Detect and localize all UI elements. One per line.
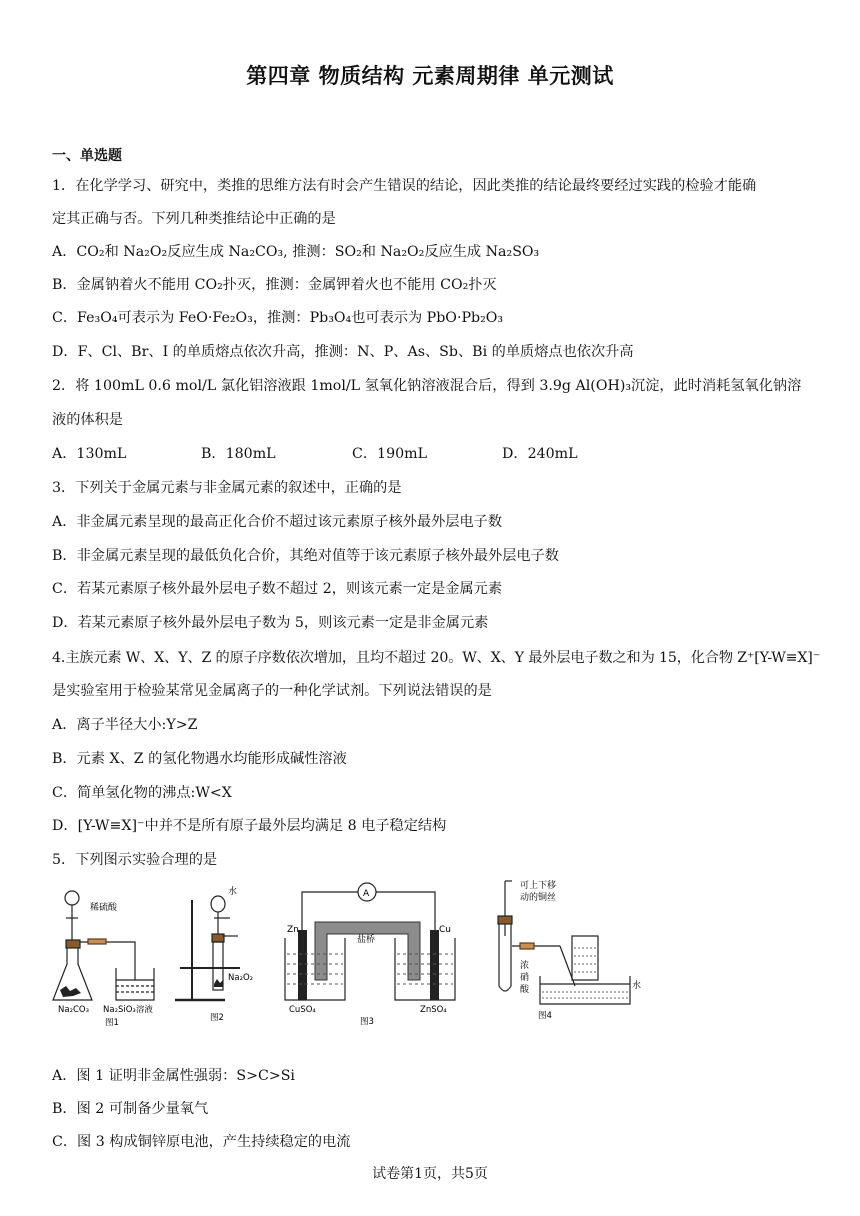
svg-text:图4: 图4 [538,1011,552,1021]
gas-bottle [572,936,598,980]
q4-option-a: A．离子半径大小:Y>Z [52,717,198,733]
svg-text:可上下移: 可上下移 [520,881,557,891]
svg-text:A: A [363,889,370,899]
salt-bridge [315,922,420,980]
page-footer: 试卷第1页，共5页 [372,1166,488,1182]
q2-option-a: A．130mL [52,446,127,462]
svg-text:图1: 图1 [105,1018,119,1028]
svg-text:CuSO₄: CuSO₄ [289,1005,316,1015]
q2-option-b: B．180mL [201,446,276,462]
q5-option-c: C．图 3 构成铜锌原电池，产生持续稳定的电流 [52,1134,351,1150]
q2-option-d: D．240mL [502,446,578,462]
q2-stem-line-1: 2．将 100mL 0.6 mol/L 氯化铝溶液跟 1mol/L 氢氧化钠溶液混合后，得到 3.9g Al(OH)₃沉淀，此时消耗氢氧化钠溶 [52,378,802,394]
q5-option-a: A．图 1 证明非金属性强弱：S>C>Si [52,1068,295,1084]
q1-option-c: C．Fe₃O₄可表示为 FeO·Fe₂O₃，推测：Pb₃O₄也可表示为 PbO·Pb₂O₃ [52,310,504,326]
right-beaker [395,938,455,1000]
svg-text:图2: 图2 [210,1013,224,1023]
q3-option-a: A．非金属元素呈现的最高正化合价不超过该元素原子核外最外层电子数 [52,514,503,530]
svg-text:水: 水 [228,887,238,897]
svg-text:盐桥: 盐桥 [357,935,376,945]
svg-text:Cu: Cu [439,925,451,935]
q1-option-b: B．金属钠着火不能用 CO₂扑灭，推测：金属钾着火也不能用 CO₂扑灭 [52,277,497,293]
q3-stem: 3．下列关于金属元素与非金属元素的叙述中，正确的是 [52,480,402,496]
figure-4-diagram [490,876,650,1020]
figure-3-diagram [275,880,465,1027]
q1-stem-line-1: 1．在化学学习、研究中，类推的思维方法有时会产生错误的结论，因此类推的结论最终要经过实践的检验才能确 [52,178,757,194]
svg-text:Zn: Zn [287,925,299,935]
svg-text:Na₂SiO₃溶液: Na₂SiO₃溶液 [103,1005,153,1015]
svg-text:硝: 硝 [520,973,530,983]
svg-text:水: 水 [632,981,642,991]
q3-option-d: D．若某元素原子核外最外层电子数为 5，则该元素一定是非金属元素 [52,615,489,631]
figure-2-diagram [170,880,262,1023]
q4-option-d: D．[Y-W≡X]⁻中并不是所有原子最外层均满足 8 电子稳定结构 [52,818,447,834]
q3-option-c: C．若某元素原子核外最外层电子数不超过 2，则该元素一定是金属元素 [52,581,503,597]
svg-text:浓: 浓 [520,961,530,971]
q1-option-d: D．F、Cl、Br、I 的单质熔点依次升高，推测：N、P、As、Sb、Bi 的单质熔点也依次升高 [52,344,634,360]
q1-option-a: A．CO₂和 Na₂O₂反应生成 Na₂CO₃, 推测：SO₂和 Na₂O₂反应生成 Na₂SO₃ [52,244,540,260]
q5-option-b: B．图 2 可制备少量氧气 [52,1101,209,1117]
funnel-bulb [65,891,79,905]
svg-text:稀硫酸: 稀硫酸 [90,903,118,913]
svg-text:动的铜丝: 动的铜丝 [520,893,557,903]
q3-option-b: B．非金属元素呈现的最低负化合价，其绝对值等于该元素原子核外最外层电子数 [52,548,559,564]
q4-stem-line-1: 4.主族元素 W、X、Y、Z 的原子序数依次增加，且均不超过 20。W、X、Y 最外层电子数之和为 15，化合物 Z⁺[Y-W≡X]⁻ [52,650,821,666]
q4-option-c: C．简单氢化物的沸点:W<X [52,785,232,801]
svg-text:Na₂O₂: Na₂O₂ [228,973,254,983]
q5-stem: 5．下列图示实验合理的是 [52,852,218,868]
section-heading: 一、单选题 [52,148,122,164]
svg-text:ZnSO₄: ZnSO₄ [420,1005,447,1015]
svg-text:图3: 图3 [360,1017,374,1027]
q1-stem-line-2: 定其正确与否。下列几种类推结论中正确的是 [52,211,336,227]
page-title: 第四章 物质结构 元素周期律 单元测试 [246,64,614,88]
q4-option-b: B．元素 X、Z 的氢化物遇水均能形成碱性溶液 [52,751,347,767]
figure-1-diagram [50,882,170,1028]
svg-text:Na₂CO₃: Na₂CO₃ [58,1005,90,1015]
svg-text:酸: 酸 [520,985,530,995]
q2-option-c: C．190mL [352,446,427,462]
q4-stem-line-2: 是实验室用于检验某常见金属离子的一种化学试剂。下列说法错误的是 [52,683,492,699]
q2-stem-line-2: 液的体积是 [52,412,123,428]
